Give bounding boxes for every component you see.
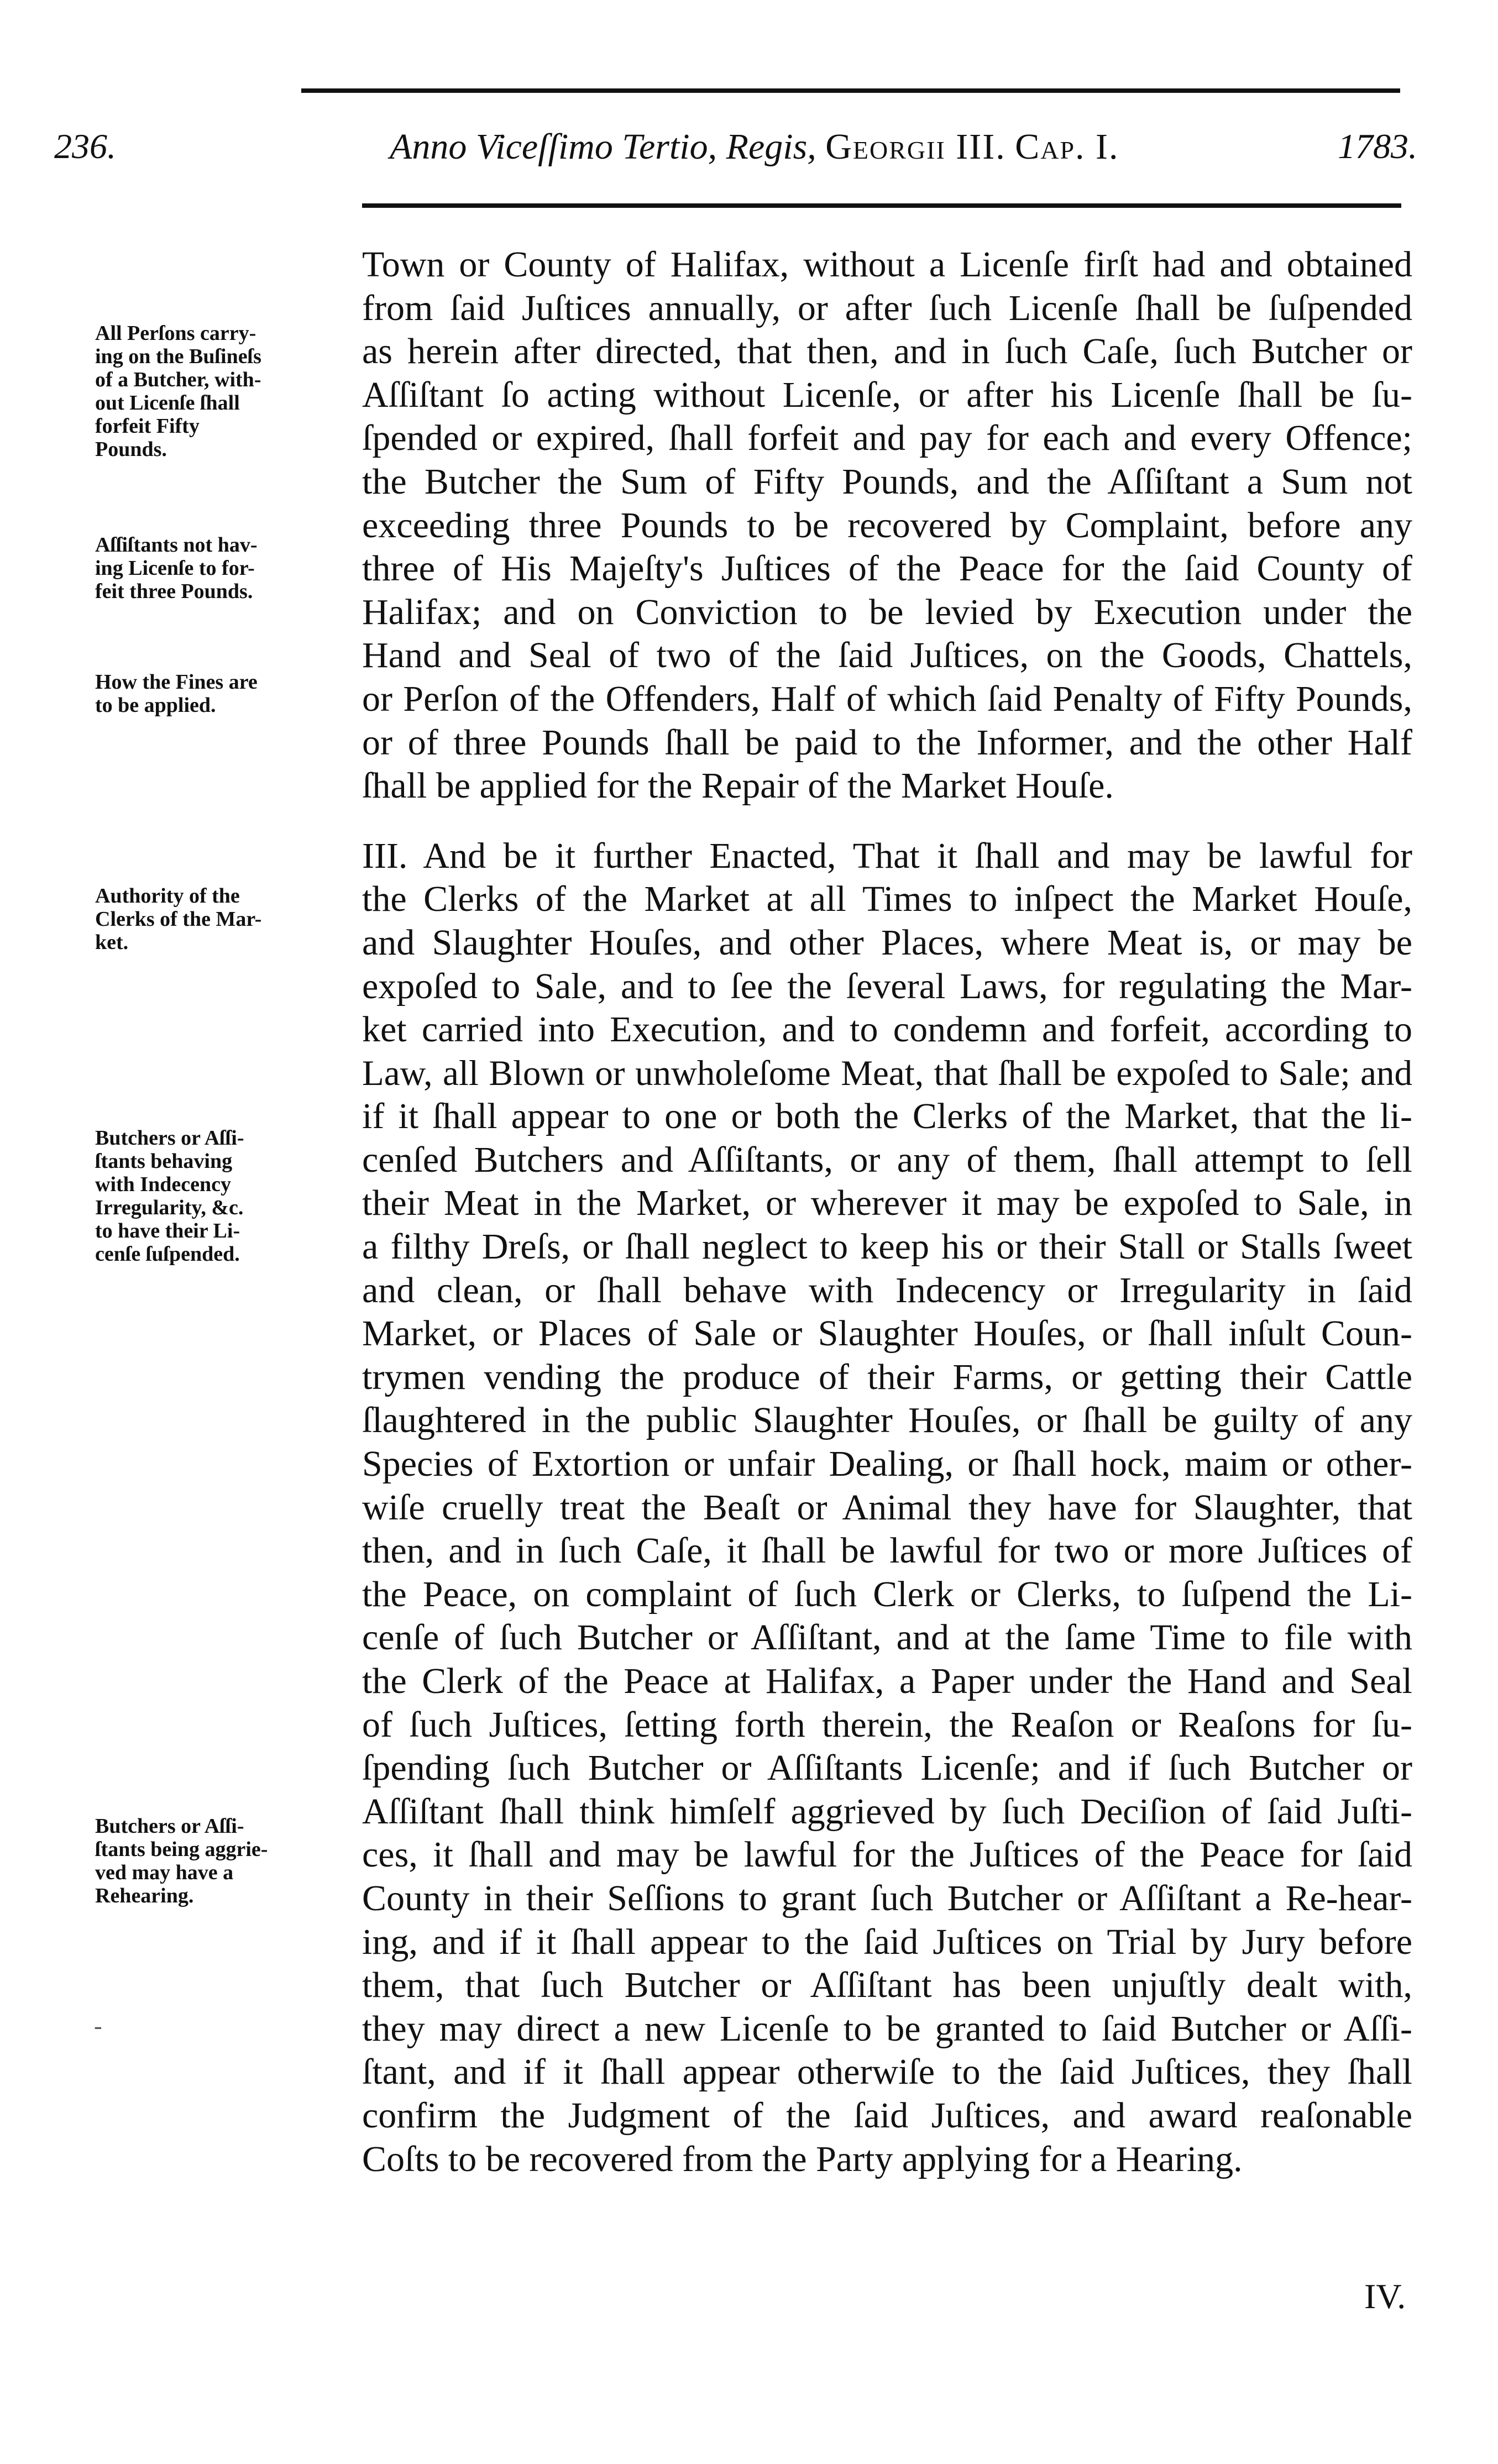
catchword: IV. xyxy=(1364,2277,1406,2316)
text-line: Aſſiſtant ſhall think himſelf aggrieved by ſuch Deciſion of ſaid Juſti- xyxy=(362,1791,1412,1832)
text-line: cenſe of ſuch Butcher or Aſſiſtant, and at the ſame Time to file with xyxy=(362,1617,1412,1658)
text-line: Hand and Seal of two of the ſaid Juſtices, on the Goods, Chattels, xyxy=(362,635,1412,676)
paragraph-1 xyxy=(362,243,1412,808)
margin-line: ing Licenſe to for- xyxy=(95,557,255,580)
margin-line: All Perſons carry- xyxy=(95,322,256,345)
margin-note-license-suspended xyxy=(95,1126,338,1266)
text-line: and clean, or ſhall behave with Indecency or Irregularity in ſaid xyxy=(362,1270,1412,1310)
text-line: or of three Pounds ſhall be paid to the Informer, and the other Half xyxy=(362,722,1412,763)
text-line: ſlaughtered in the public Slaughter Houſes, or ſhall be guilty of any xyxy=(362,1400,1412,1441)
margin-note-rehearing xyxy=(95,1815,338,1907)
margin-note-butchers-forfeit xyxy=(95,322,338,461)
margin-line: Authority of the xyxy=(95,884,240,908)
margin-line: Pounds. xyxy=(95,438,167,461)
text-line: ſhall be applied for the Repair of the Market Houſe. xyxy=(362,766,1114,806)
text-line: cenſed Butchers and Aſſiſtants, or any of them, ſhall attempt to ſell xyxy=(362,1139,1412,1180)
margin-note-fines-applied xyxy=(95,670,338,717)
margin-line: ing on the Buſineſs xyxy=(95,345,261,368)
text-line: III. And be it further Enacted, That it ſhall and may be lawful for xyxy=(362,835,1412,876)
text-line: Halifax; and on Conviction to be levied by Execution under the xyxy=(362,591,1412,632)
margin-line: to be applied. xyxy=(95,694,216,717)
margin-mark: - xyxy=(94,2012,102,2040)
text-line: the Clerk of the Peace at Halifax, a Paper under the Hand and Seal xyxy=(362,1661,1412,1701)
text-line: ces, it ſhall and may be lawful for the Juſtices of the Peace for ſaid xyxy=(362,1834,1412,1875)
text-line: ing, and if it ſhall appear to the ſaid Juſtices on Trial by Jury before xyxy=(362,1921,1412,1962)
page-number: 236. xyxy=(54,127,116,166)
text-line: exceeding three Pounds to be recovered by Complaint, before any xyxy=(362,505,1412,546)
margin-line: feit three Pounds. xyxy=(95,580,253,603)
margin-note-assistants-forfeit xyxy=(95,533,338,603)
year: 1783. xyxy=(1338,127,1417,166)
text-line: then, and in ſuch Caſe, it ſhall be lawful for two or more Juſtices of xyxy=(362,1530,1412,1571)
text-line: they may direct a new Licenſe to be granted to ſaid Butcher or Aſſi- xyxy=(362,2008,1412,2049)
header-rule xyxy=(362,203,1401,208)
text-line: them, that ſuch Butcher or Aſſiſtant has been unjuſtly dealt with, xyxy=(362,1965,1412,2006)
text-line: if it ſhall appear to one or both the Clerks of the Market, that the li- xyxy=(362,1096,1412,1137)
paragraph-2 xyxy=(362,835,1412,2181)
text-line: Coſts to be recovered from the Party applying for a Hearing. xyxy=(362,2138,1243,2179)
text-line: ſpending ſuch Butcher or Aſſiſtants Licenſe; and if ſuch Butcher or xyxy=(362,1748,1412,1789)
margin-line: to have their Li- xyxy=(95,1219,240,1243)
text-line: the Butcher the Sum of Fifty Pounds, and the Aſſiſtant a Sum not xyxy=(362,461,1412,502)
margin-line: of a Butcher, with- xyxy=(95,368,261,391)
text-line: three of His Majeſty's Juſtices of the Peace for the ſaid County of xyxy=(362,548,1412,589)
text-line: Species of Extortion or unfair Dealing, or ſhall hock, maim or other- xyxy=(362,1444,1412,1485)
text-line: a filthy Dreſs, or ſhall neglect to keep his or their Stall or Stalls ſweet xyxy=(362,1226,1412,1267)
body-text xyxy=(362,243,1412,2181)
text-line: County in their Seſſions to grant ſuch Butcher or Aſſiſtant a Re-hear- xyxy=(362,1878,1412,1918)
text-line: and Slaughter Houſes, and other Places, where Meat is, or may be xyxy=(362,922,1412,963)
text-line: as herein after directed, that then, and in ſuch Caſe, ſuch Butcher or xyxy=(362,331,1412,372)
margin-line: Irregularity, &c. xyxy=(95,1196,244,1219)
chapter-number: Cap. I. xyxy=(1015,127,1119,167)
text-line: the Clerks of the Market at all Times to inſpect the Market Houſe, xyxy=(362,879,1412,920)
margin-line: ket. xyxy=(95,931,129,954)
text-line: expoſed to Sale, and to ſee the ſeveral Laws, for regulating the Mar- xyxy=(362,966,1412,1006)
text-line: confirm the Judgment of the ſaid Juſtices, and award reaſonable xyxy=(362,2095,1412,2136)
text-line: ket carried into Execution, and to condemn and forfeit, according to xyxy=(362,1009,1412,1050)
text-line: Aſſiſtant ſo acting without Licenſe, or after his Licenſe ſhall be ſu- xyxy=(362,374,1412,415)
margin-line: Butchers or Aſſi- xyxy=(95,1126,244,1150)
text-line: the Peace, on complaint of ſuch Clerk or Clerks, to ſuſpend the Li- xyxy=(362,1574,1412,1614)
margin-line: ſtants behaving xyxy=(95,1150,233,1173)
text-line: trymen vending the produce of their Farms, or getting their Cattle xyxy=(362,1356,1412,1397)
running-header xyxy=(0,126,1498,192)
margin-line: ved may have a xyxy=(95,1861,234,1884)
running-title-italic: Anno Viceſſimo Tertio, Regis, xyxy=(390,127,816,167)
margin-line: cenſe ſuſpended. xyxy=(95,1243,240,1266)
margin-line: out Licenſe ſhall xyxy=(95,391,240,415)
running-title xyxy=(390,126,1119,168)
margin-line: ſtants being aggrie- xyxy=(95,1838,268,1861)
text-line: Town or County of Halifax, without a Licenſe firſt had and obtained xyxy=(362,244,1412,285)
running-title-caps: Georgii III. xyxy=(825,127,1006,167)
text-line: their Meat in the Market, or wherever it may be expoſed to Sale, in xyxy=(362,1183,1412,1224)
margin-line: Aſſiſtants not hav- xyxy=(95,533,258,557)
margin-line: Clerks of the Mar- xyxy=(95,908,262,931)
top-rule xyxy=(301,88,1400,93)
margin-note-clerks-authority xyxy=(95,884,338,954)
margin-line: Butchers or Aſſi- xyxy=(95,1815,244,1838)
text-line: wiſe cruelly treat the Beaſt or Animal they have for Slaughter, that xyxy=(362,1487,1412,1528)
text-line: Market, or Places of Sale or Slaughter Houſes, or ſhall inſult Coun- xyxy=(362,1313,1412,1354)
margin-line: Rehearing. xyxy=(95,1884,194,1907)
text-line: ſpended or expired, ſhall forfeit and pay for each and every Offence; xyxy=(362,418,1412,459)
text-line: from ſaid Juſtices annually, or after ſuch Licenſe ſhall be ſuſpended xyxy=(362,287,1412,328)
margin-line: with Indecency xyxy=(95,1173,231,1196)
margin-line: How the Fines are xyxy=(95,670,258,694)
text-line: ſtant, and if it ſhall appear otherwiſe to the ſaid Juſtices, they ſhall xyxy=(362,2052,1412,2093)
text-line: of ſuch Juſtices, ſetting forth therein, the Reaſon or Reaſons for ſu- xyxy=(362,1704,1412,1745)
text-line: Law, all Blown or unwholeſome Meat, that ſhall be expoſed to Sale; and xyxy=(362,1053,1412,1093)
margin-line: forfeit Fifty xyxy=(95,415,200,438)
text-line: or Perſon of the Offenders, Half of which ſaid Penalty of Fifty Pounds, xyxy=(362,678,1412,719)
